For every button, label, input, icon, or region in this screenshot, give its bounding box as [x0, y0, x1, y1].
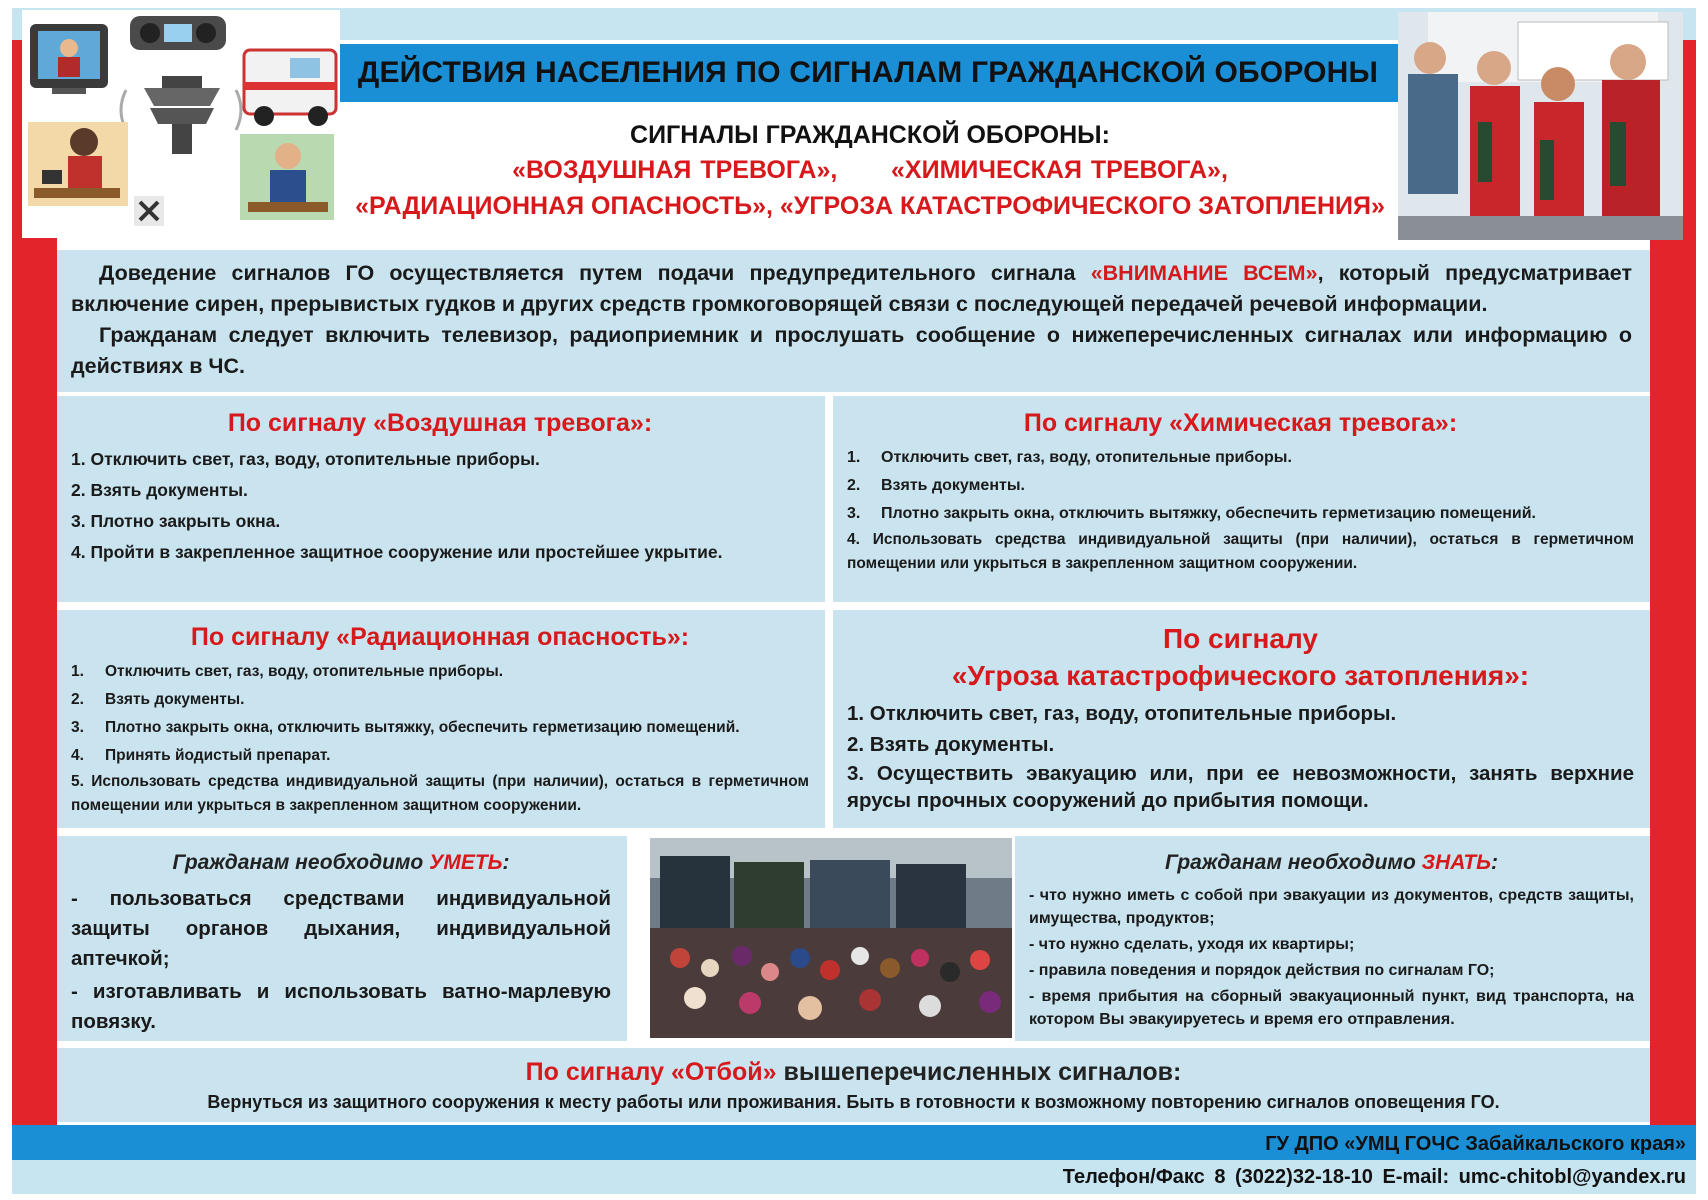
list-item: - правила поведения и порядок действия по сигналам ГО; [1029, 962, 1495, 979]
flood-list [847, 698, 1634, 814]
flood-panel [833, 610, 1650, 828]
page-title: ДЕЙСТВИЯ НАСЕЛЕНИЯ ПО СИГНАЛАМ ГРАЖДАНСКОЙ ОБОРОНЫ [357, 56, 1379, 89]
signal-chemical: «ХИМИЧЕСКАЯ ТРЕВОГА», [891, 156, 1228, 184]
list-item: 2. Взять документы. [71, 691, 245, 708]
list-item: 2. Взять документы. [847, 477, 1025, 494]
evacuation-crowd-photo [650, 838, 1012, 1038]
alert-devices-illustration [22, 10, 340, 238]
tv-icon [30, 24, 108, 94]
list-item: - что нужно сделать, уходя их квартиры; [1029, 936, 1355, 953]
signals-title: СИГНАЛЫ ГРАЖДАНСКОЙ ОБОРОНЫ: [630, 121, 1110, 149]
attention-all-signal: «ВНИМАНИЕ ВСЕМ» [1090, 261, 1318, 285]
footer-organization: ГУ ДПО «УМЦ ГОЧС Забайкальского края» [1265, 1133, 1686, 1155]
ambulance-icon [244, 50, 336, 126]
all-clear-title: По сигналу «Отбой» вышеперечисленных сигналов: [525, 1058, 1182, 1086]
list-item: 3. Плотно закрыть окна, отключить вытяжку, обеспечить герметизацию помещений. [847, 505, 1536, 522]
list-item: 4. Использовать средства индивидуальной защиты (при наличии), остаться в герметичном помещении или укрыться в закрепленном защитном сооружении. [847, 531, 1634, 572]
list-item: 5. Использовать средства индивидуальной защиты (при наличии), остаться в герметичном помещении или укрыться в закрепленном защитном сооружении. [71, 773, 809, 814]
flood-title: По сигналу «Угроза катастрофического затопления»: [951, 623, 1530, 691]
radio-icon [130, 16, 226, 50]
radiation-title: По сигналу «Радиационная опасность»: [190, 623, 690, 651]
air-raid-list [71, 444, 809, 568]
dispatcher-icon [240, 134, 334, 220]
list-item: 3. Плотно закрыть окна. [71, 511, 281, 531]
list-item: 1. Отключить свет, газ, воду, отопительные приборы. [71, 449, 540, 469]
chemical-list [847, 444, 1634, 576]
signals-line-1 [330, 152, 1410, 188]
signals-heading [330, 118, 1410, 224]
intro-paragraph-1: Доведение сигналов ГО осуществляется путем подачи предупредительного сигнала «ВНИМАНИЕ ВСЕМ», который предусматривает включение сирен, прерывистых гудков и других средств громкоговорящей связи с последующей передачей речевой информации. [71, 261, 1632, 316]
rescuers-photo [1398, 12, 1683, 240]
air-raid-title: По сигналу «Воздушная тревога»: [227, 409, 653, 437]
list-item: 3. Плотно закрыть окна, отключить вытяжку, обеспечить герметизацию помещений. [71, 719, 740, 736]
list-item: - пользоваться средствами индивидуальной защиты органов дыхания, индивидуальной аптечкой; [71, 887, 611, 970]
signals-line-2 [330, 188, 1410, 224]
air-raid-panel [57, 396, 825, 602]
antenna-icon [134, 196, 164, 226]
intro-paragraph-2: Гражданам следует включить телевизор, радиоприемник и прослушать сообщение о нижеперечисленных сигналах или информацию о действиях в ЧС. [71, 323, 1632, 378]
list-item: 3. Осуществить эвакуацию или, при ее невозможности, занять верхние ярусы прочных сооружений до прибытия помощи. [847, 762, 1634, 812]
signal-radiation: «РАДИАЦИОННАЯ ОПАСНОСТЬ», [355, 192, 773, 220]
list-item: 2. Взять документы. [71, 480, 248, 500]
phone-operator-icon [28, 122, 128, 206]
list-item: 2. Взять документы. [847, 733, 1055, 756]
signal-air-raid: «ВОЗДУШНАЯ ТРЕВОГА», [512, 156, 838, 184]
list-item: - время прибытия на сборный эвакуационный пункт, вид транспорта, на котором Вы эвакуируетесь и время его отправления. [1029, 988, 1634, 1028]
all-clear-panel [57, 1048, 1650, 1122]
list-item: - что нужно иметь с собой при эвакуации из документов, средств защиты, имущества, продуктов; [1029, 887, 1634, 927]
list-item: 1. Отключить свет, газ, воду, отопительные приборы. [847, 449, 1292, 466]
chemical-panel [833, 396, 1650, 602]
footer-contact: Телефон/Факс 8 (3022)32-18-10 E-mail: umc-chitobl@yandex.ru [1062, 1166, 1686, 1188]
signal-flood: «УГРОЗА КАТАСТРОФИЧЕСКОГО ЗАТОПЛЕНИЯ» [779, 192, 1385, 220]
list-item: 1. Отключить свет, газ, воду, отопительные приборы. [71, 663, 504, 680]
chemical-title: По сигналу «Химическая тревога»: [1023, 409, 1458, 437]
must-be-able-title: Гражданам необходимо УМЕТЬ: [172, 851, 510, 874]
radiation-list [71, 658, 809, 818]
list-item: 4. Принять йодистый препарат. [71, 747, 331, 764]
radiation-panel [57, 610, 825, 828]
list-item: 4. Пройти в закрепленное защитное сооружение или простейшее укрытие. [71, 542, 723, 562]
must-know-title: Гражданам необходимо ЗНАТЬ: [1164, 851, 1499, 874]
all-clear-text: Вернуться из защитного сооружения к месту работы или проживания. Быть в готовности к возможному повторению сигналов оповещения ГО. [207, 1092, 1500, 1112]
list-item: 1. Отключить свет, газ, воду, отопительные приборы. [847, 702, 1397, 725]
must-be-able-panel [57, 836, 627, 1041]
intro-panel [57, 250, 1650, 392]
must-know-panel [1015, 836, 1650, 1041]
list-item: - изготавливать и использовать ватно-марлевую повязку. [71, 980, 611, 1033]
